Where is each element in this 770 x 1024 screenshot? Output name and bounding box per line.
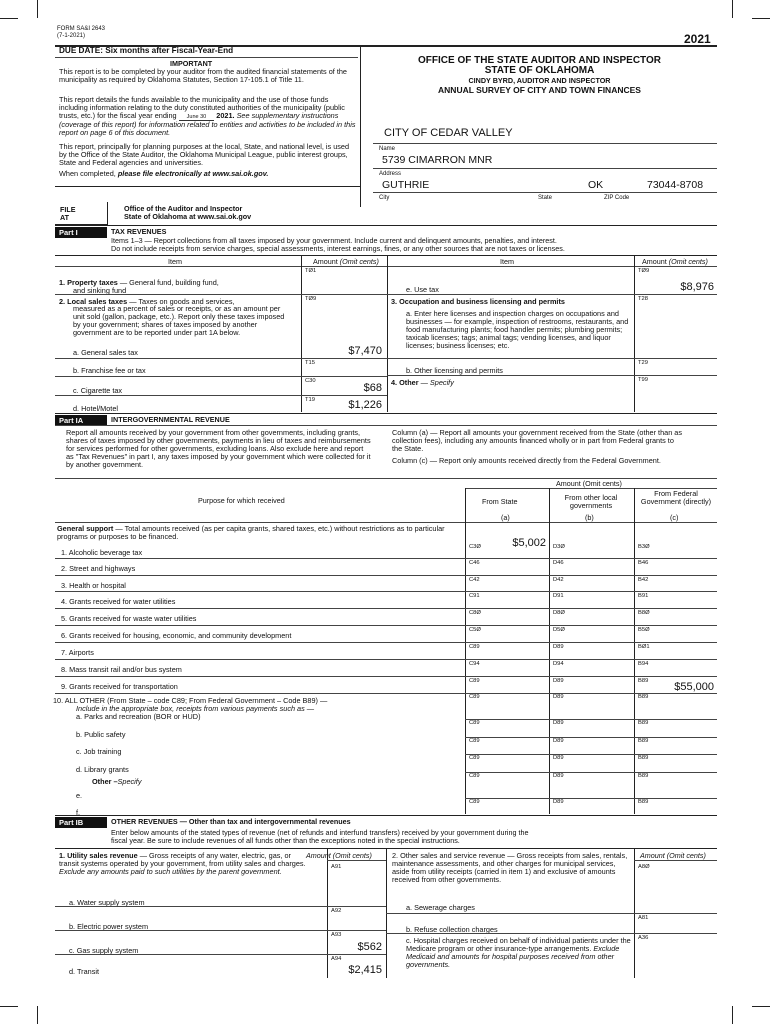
hospital-italic: Exclude Medicaid and amounts for hospital purposes received from other governments. bbox=[406, 944, 620, 970]
part-ib-title: OTHER REVENUES — Other than tax and intergovernmental revenues bbox=[111, 817, 351, 826]
col-divider bbox=[634, 488, 635, 814]
rule bbox=[55, 57, 358, 58]
code-col-a: C89 bbox=[469, 694, 480, 700]
omit-cents: (Omit cents) bbox=[339, 257, 379, 266]
code-col-b: D42 bbox=[553, 577, 564, 583]
code-t30: C30 bbox=[305, 378, 316, 384]
all-other-b: Include in the appropriate box, receipts from various payments such as — bbox=[76, 704, 315, 713]
part-i-intro-2: Do not include receipts from service charges, special assessments, interest earnings, fines, or any other sources that are not taxes or licenses. bbox=[111, 244, 565, 253]
item1-rest: — General fund, building fund, bbox=[119, 278, 219, 287]
code-t19: T19 bbox=[305, 397, 315, 403]
code-col-a: C89 bbox=[469, 644, 480, 650]
crop-mark bbox=[732, 0, 733, 18]
code-col-b: D3Ø bbox=[553, 544, 565, 550]
amount-gas[interactable]: $562 bbox=[357, 941, 382, 953]
code-col-b: D46 bbox=[553, 560, 564, 566]
code-t01: TØ1 bbox=[305, 268, 317, 274]
code-col-b: D8Ø bbox=[553, 610, 565, 616]
code-col-c: B89 bbox=[638, 773, 649, 779]
col-item: Item bbox=[168, 257, 182, 266]
amount-use-tax[interactable]: $8,976 bbox=[680, 281, 714, 293]
rule bbox=[634, 860, 717, 861]
rule bbox=[373, 143, 717, 144]
when-completed-label: When completed, bbox=[59, 169, 116, 178]
all-other: 10. ALL OTHER (From State – code C89; From Federal Government – Code B89) — bbox=[53, 696, 328, 705]
intergov-subrow-label: d. Library grants bbox=[76, 765, 129, 774]
part-ia-title: INTERGOVERNMENTAL REVENUE bbox=[111, 415, 230, 424]
rule bbox=[55, 358, 387, 359]
code-col-a: C89 bbox=[469, 738, 480, 744]
code-a80: A8Ø bbox=[638, 864, 650, 870]
code-col-a: C89 bbox=[469, 755, 480, 761]
code-col-c: B8Ø bbox=[638, 610, 650, 616]
col-b-letter: (b) bbox=[585, 513, 594, 522]
intergov-row-label: 9. Grants received for transportation bbox=[61, 682, 178, 691]
utility-title: 1. Utility sales revenue bbox=[59, 851, 138, 860]
part-ia-tag: Part IA bbox=[55, 415, 107, 426]
amount-transit[interactable]: $2,415 bbox=[348, 964, 382, 976]
rule bbox=[55, 294, 387, 295]
important-text-3: This report, principally for planning purposes at the local, State, and national level, is used by the Office of the State Auditor, the Oklahoma Municipal League, public interest groups, State and Federal agencies and universities. bbox=[59, 142, 350, 168]
crop-mark bbox=[732, 1006, 733, 1024]
part-i-title: TAX REVENUES bbox=[111, 227, 167, 236]
rule bbox=[55, 906, 386, 907]
code-col-a: C3Ø bbox=[469, 544, 481, 550]
entity-name-label: Name bbox=[379, 146, 396, 152]
intergov-subrow-label: b. Public safety bbox=[76, 730, 126, 739]
file-at-label: FILE bbox=[60, 205, 76, 214]
intergov-row-label: 7. Airports bbox=[61, 648, 94, 657]
col-item-2: Item bbox=[500, 257, 514, 266]
part-i-tag: Part I bbox=[55, 227, 107, 238]
rule bbox=[55, 266, 717, 267]
amount-col-c[interactable]: $55,000 bbox=[674, 681, 714, 693]
col-c-hdr: From Federal Government (directly) bbox=[640, 489, 712, 507]
rule bbox=[55, 413, 717, 414]
row-rule bbox=[465, 772, 717, 773]
col-divider bbox=[387, 255, 388, 412]
code-col-b: D89 bbox=[553, 755, 564, 761]
form-year: 2021 bbox=[684, 32, 711, 46]
code-col-c: B91 bbox=[638, 593, 649, 599]
code-col-c: B89 bbox=[638, 720, 649, 726]
row-rule bbox=[465, 719, 717, 720]
intergov-subrow-label: a. Parks and recreation (BOR or HUD) bbox=[76, 712, 201, 721]
code-col-c: B46 bbox=[638, 560, 649, 566]
item-cigarette: c. Cigarette tax bbox=[73, 386, 123, 395]
code-col-a: C42 bbox=[469, 577, 480, 583]
fiscal-end: June 30 bbox=[179, 114, 215, 121]
intergov-row-label: 6. Grants received for housing, economic, and community development bbox=[61, 631, 292, 640]
item-franchise: b. Franchise fee or tax bbox=[73, 366, 146, 375]
intergov-subrow-label: f. bbox=[76, 808, 81, 817]
rule bbox=[55, 522, 717, 523]
important-text-1: This report is to be completed by your auditor from the audited financial statements of the municipality as required by Oklahoma Statutes, Section 17-105.1 of Title 11. bbox=[59, 67, 347, 85]
item-occupation-a: a. Enter here licenses and inspection charges on occupations and businesses — for example, inspection of restrooms, restaurants, and food manufacturing plants; food handler permits; plumbing permits; taxicab licenses; tags; animal tags; vending licenses, and liquor licenses; business licenses; etc. bbox=[406, 309, 629, 351]
code-col-c: B89 bbox=[638, 738, 649, 744]
intergov-subrow-label: c. Job training bbox=[76, 747, 122, 756]
col-c-letter: (c) bbox=[670, 513, 679, 522]
row-rule bbox=[55, 591, 717, 592]
entity-city-label: City bbox=[379, 195, 390, 201]
part-ia-left-text: Report all amounts received by your government from other governments, including grants, shares of taxes imposed by other governments, payments in lieu of taxes and reimbursements for services performed for other governments, excluding loans. Also exclude here and report as "Tax Revenues" in part I, any taxes imposed by your government which were collected for it by another government. bbox=[66, 428, 371, 470]
code-col-b: D89 bbox=[553, 720, 564, 726]
crop-mark bbox=[37, 0, 38, 18]
due-date: DUE DATE: Six months after Fiscal-Year-End bbox=[59, 46, 234, 55]
rule bbox=[373, 192, 717, 193]
code-col-c: B89 bbox=[638, 755, 649, 761]
col-b-hdr: From other local governments bbox=[564, 493, 618, 511]
crop-mark bbox=[0, 1006, 18, 1007]
crop-mark bbox=[752, 18, 770, 19]
code-col-c: B5Ø bbox=[638, 627, 650, 633]
fiscal-year: 2021. bbox=[216, 111, 235, 121]
rule bbox=[373, 168, 717, 169]
rule bbox=[386, 913, 717, 914]
part-ib-intro-1: Enter below amounts of the stated types of revenue (net of refunds and interfund transfers) received by your government during the bbox=[111, 828, 529, 837]
code-col-c: B89 bbox=[638, 678, 649, 684]
office-title-4: ANNUAL SURVEY OF CITY AND TOWN FINANCES bbox=[438, 85, 641, 95]
item-other-licensing: b. Other licensing and permits bbox=[406, 366, 503, 375]
item4-title: 4. Other bbox=[391, 378, 419, 387]
rule bbox=[327, 860, 386, 861]
code-col-a: C91 bbox=[469, 593, 480, 599]
col-a-letter: (a) bbox=[501, 513, 510, 522]
col-amount-label-2: Amount bbox=[642, 257, 667, 266]
item-electric: b. Electric power system bbox=[69, 922, 149, 931]
row-rule bbox=[465, 737, 717, 738]
amount-cigarette[interactable]: $68 bbox=[363, 382, 382, 394]
code-col-a: C89 bbox=[469, 799, 480, 805]
col-divider bbox=[549, 488, 550, 814]
intergov-row-label: 3. Health or hospital bbox=[61, 581, 126, 590]
code-a36: A36 bbox=[638, 935, 649, 941]
office-title-1: OFFICE OF THE STATE AUDITOR AND INSPECTOR bbox=[418, 55, 661, 66]
important-title: IMPORTANT bbox=[170, 59, 213, 68]
code-a94: A94 bbox=[331, 956, 342, 962]
row-rule bbox=[55, 625, 717, 626]
item-other bbox=[391, 378, 454, 387]
header-divider bbox=[360, 45, 361, 207]
item1-title: 1. Property taxes bbox=[59, 278, 118, 287]
item2-title: 2. Local sales taxes bbox=[59, 297, 128, 306]
code-col-a: C89 bbox=[469, 773, 480, 779]
code-t28: T28 bbox=[638, 296, 648, 302]
when-completed bbox=[59, 170, 355, 178]
item4-specify: — Specify bbox=[420, 378, 454, 387]
entity-city[interactable]: GUTHRIE bbox=[382, 179, 430, 191]
entity-state-label: State bbox=[538, 195, 553, 201]
part-ib-amount-hdr-2: Amount (Omit cents) bbox=[640, 851, 706, 860]
important-text-2b: See supplementary instructions (coverage of this report) for information related to entities and activities to be included in this report on page 6 of this document. bbox=[59, 111, 356, 138]
item-refuse: b. Refuse collection charges bbox=[406, 925, 498, 934]
other-label: Other – bbox=[92, 777, 118, 786]
entity-zip-label: ZIP Code bbox=[604, 195, 630, 201]
col-divider bbox=[301, 255, 302, 412]
intergov-row-label: 1. Alcoholic beverage tax bbox=[61, 548, 143, 557]
rule bbox=[387, 375, 717, 376]
code-t09b: TØ9 bbox=[305, 296, 317, 302]
code-col-b: D89 bbox=[553, 738, 564, 744]
row-rule bbox=[465, 754, 717, 755]
code-a91: A91 bbox=[331, 864, 342, 870]
rule bbox=[386, 933, 717, 934]
row-rule bbox=[55, 575, 717, 576]
row-rule bbox=[55, 659, 717, 660]
code-col-b: D94 bbox=[553, 661, 564, 667]
rule bbox=[55, 255, 717, 256]
other-specify bbox=[92, 777, 141, 786]
row-rule bbox=[55, 642, 717, 643]
part-ia-col-c-text: Column (c) — Report only amounts received directly from the Federal Government. bbox=[392, 456, 661, 465]
office-title-3: CINDY BYRD, AUDITOR AND INSPECTOR bbox=[468, 76, 611, 85]
code-col-b: D89 bbox=[553, 644, 564, 650]
specify-label: Specify bbox=[117, 777, 142, 786]
item-hotel: d. Hotel/Motel bbox=[73, 404, 119, 413]
item-occupation: 3. Occupation and business licensing and permits bbox=[391, 297, 565, 306]
item-gas: c. Gas supply system bbox=[69, 946, 139, 955]
code-col-c: B94 bbox=[638, 661, 649, 667]
amount-col-a[interactable]: $5,002 bbox=[512, 537, 546, 549]
code-col-b: D91 bbox=[553, 593, 564, 599]
code-col-c: B42 bbox=[638, 577, 649, 583]
office-title-2: STATE OF OKLAHOMA bbox=[484, 65, 595, 76]
item-transit: d. Transit bbox=[69, 967, 100, 976]
code-col-c: B3Ø bbox=[638, 544, 650, 550]
code-col-b: D89 bbox=[553, 694, 564, 700]
crop-mark bbox=[37, 1006, 38, 1024]
intergov-row-label: 8. Mass transit rail and/or bus system bbox=[61, 665, 182, 674]
rule bbox=[55, 376, 387, 377]
part-ia-col-a-text: Column (a) — Report all amounts your government received from the State (other than as collection fees), including any amounts financed wholly or in part from Federal grants to the State. bbox=[392, 428, 682, 454]
code-col-a: C8Ø bbox=[469, 610, 481, 616]
code-col-a: C46 bbox=[469, 560, 480, 566]
omit-cents-2: (Omit cents) bbox=[668, 257, 708, 266]
row-rule bbox=[55, 608, 717, 609]
entity-name[interactable]: CITY OF CEDAR VALLEY bbox=[384, 127, 513, 139]
code-t09: TØ9 bbox=[638, 268, 650, 274]
col-divider bbox=[465, 488, 466, 814]
code-col-c: BØ1 bbox=[638, 644, 650, 650]
part-i-intro-1: Items 1–3 — Report collections from all taxes imposed by your government. Include current and delinquent amounts, penalties, and interest. bbox=[111, 236, 557, 245]
file-at-label-2: AT bbox=[60, 213, 70, 222]
intergov-row-label: 5. Grants received for waste water utilities bbox=[61, 614, 197, 623]
intergov-row-label: 4. Grants received for water utilities bbox=[61, 597, 176, 606]
other-sales-service: 2. Other sales and service revenue — Gross receipts from sales, rentals, maintenance assessments, and other charges for municipal services, aside from utility receipts (carried in item 1) and exclusive of amounts received from other governments. bbox=[392, 851, 628, 885]
amount-general-sales[interactable]: $7,470 bbox=[348, 345, 382, 357]
col-a-hdr: From State bbox=[482, 497, 518, 506]
code-col-c: B89 bbox=[638, 799, 649, 805]
row-rule bbox=[55, 676, 717, 677]
file-office-2: State of Oklahoma at www.sai.ok.gov bbox=[124, 212, 252, 221]
code-col-c: B89 bbox=[638, 694, 649, 700]
code-a81: A81 bbox=[638, 915, 649, 921]
code-col-b: D89 bbox=[553, 678, 564, 684]
code-col-b: D5Ø bbox=[553, 627, 565, 633]
utility-rest: — Gross receipts of any water, electric, gas, or transit systems operated by your government, from utility sales and charges. bbox=[59, 851, 306, 869]
part-ia-amount-hdr: Amount (Omit cents) bbox=[556, 479, 622, 488]
rule bbox=[387, 294, 717, 295]
part-ib-tag: Part IB bbox=[55, 817, 107, 828]
general-support bbox=[57, 525, 457, 541]
entity-address[interactable]: 5739 CIMARRON MNR bbox=[382, 154, 493, 166]
rule bbox=[55, 425, 717, 426]
file-office-1: Office of the Auditor and Inspector bbox=[124, 204, 243, 213]
col-amount-2 bbox=[642, 258, 708, 266]
entity-state[interactable]: OK bbox=[588, 179, 604, 191]
code-t29: T29 bbox=[638, 360, 648, 366]
col-amount bbox=[313, 258, 379, 266]
item-use-tax: e. Use tax bbox=[406, 285, 439, 294]
file-electronically-link[interactable]: please file electronically at www.sai.ok.gov. bbox=[117, 169, 269, 178]
code-t15: T15 bbox=[305, 360, 315, 366]
item-property-taxes-b: and sinking fund bbox=[73, 286, 127, 295]
crop-mark bbox=[752, 1006, 770, 1007]
purpose-hdr: Purpose for which received bbox=[198, 496, 285, 505]
col-divider bbox=[327, 848, 328, 978]
code-col-b: D89 bbox=[553, 773, 564, 779]
item-hospital bbox=[406, 937, 631, 969]
code-col-a: C94 bbox=[469, 661, 480, 667]
code-t99: T99 bbox=[638, 377, 648, 383]
rule bbox=[55, 930, 386, 931]
row-rule bbox=[55, 693, 717, 694]
rule bbox=[55, 954, 386, 955]
crop-mark bbox=[0, 18, 18, 19]
item2-rest: — Taxes on goods and services, bbox=[129, 297, 235, 306]
item-sewerage: a. Sewerage charges bbox=[406, 903, 475, 912]
intergov-subrow-label: e. bbox=[76, 791, 83, 800]
col-amount-label: Amount bbox=[313, 257, 338, 266]
part-ib-amount-hdr: Amount (Omit cents) bbox=[306, 851, 372, 860]
rule bbox=[55, 225, 717, 226]
rule bbox=[55, 395, 387, 396]
row-rule bbox=[465, 798, 717, 799]
entity-zip[interactable]: 73044-8708 bbox=[647, 179, 704, 191]
important-text-2 bbox=[59, 96, 357, 137]
code-a93: A93 bbox=[331, 932, 342, 938]
part-ib-intro-2: fiscal year. Be sure to include revenues of all funds other than the exceptions noted in the special instructions. bbox=[111, 836, 460, 845]
rule bbox=[55, 815, 717, 816]
item-local-sales-b: measured as a percent of sales or receipts, or as an amount per unit sold (gallon, package, etc.). Report only these taxes imposed by your government; shares of taxes imposed by another government are to be reported under part 1A below. bbox=[73, 304, 285, 338]
rule bbox=[55, 186, 360, 187]
code-col-a: C89 bbox=[469, 720, 480, 726]
amount-hotel[interactable]: $1,226 bbox=[348, 399, 382, 411]
code-col-b: D89 bbox=[553, 799, 564, 805]
utility-italic: Exclude any amounts paid to such utilities by the parent government. bbox=[59, 867, 282, 877]
intergov-row-label: 2. Street and highways bbox=[61, 564, 136, 573]
general-support-rest: — Total amounts received (as per capita grants, shared taxes, etc.) without restrictions as to particular programs or purposes to be financed. bbox=[57, 524, 445, 542]
code-a92: A92 bbox=[331, 908, 342, 914]
entity-address-label: Address bbox=[379, 171, 402, 177]
col-divider bbox=[634, 255, 635, 412]
item-general-sales: a. General sales tax bbox=[73, 348, 138, 357]
rule bbox=[387, 358, 717, 359]
row-rule bbox=[55, 558, 717, 559]
general-support-title: General support bbox=[57, 524, 114, 533]
hospital-text: c. Hospital charges received on behalf of individual patients under the Medicare program or other insurance-type arrangements. bbox=[406, 936, 631, 954]
form-date: (7-1-2021) bbox=[57, 33, 86, 39]
form-number: FORM SA&I 2643 bbox=[57, 26, 106, 32]
item-water-supply: a. Water supply system bbox=[69, 898, 145, 907]
code-col-a: C89 bbox=[469, 678, 480, 684]
utility-sales bbox=[59, 852, 309, 876]
code-col-a: C5Ø bbox=[469, 627, 481, 633]
important-text-2a: This report details the funds available to the municipality and the use of those funds including information relating to the duty constituted authorities of the municipality (public trusts, etc.) for the fiscal year ending bbox=[59, 95, 345, 121]
